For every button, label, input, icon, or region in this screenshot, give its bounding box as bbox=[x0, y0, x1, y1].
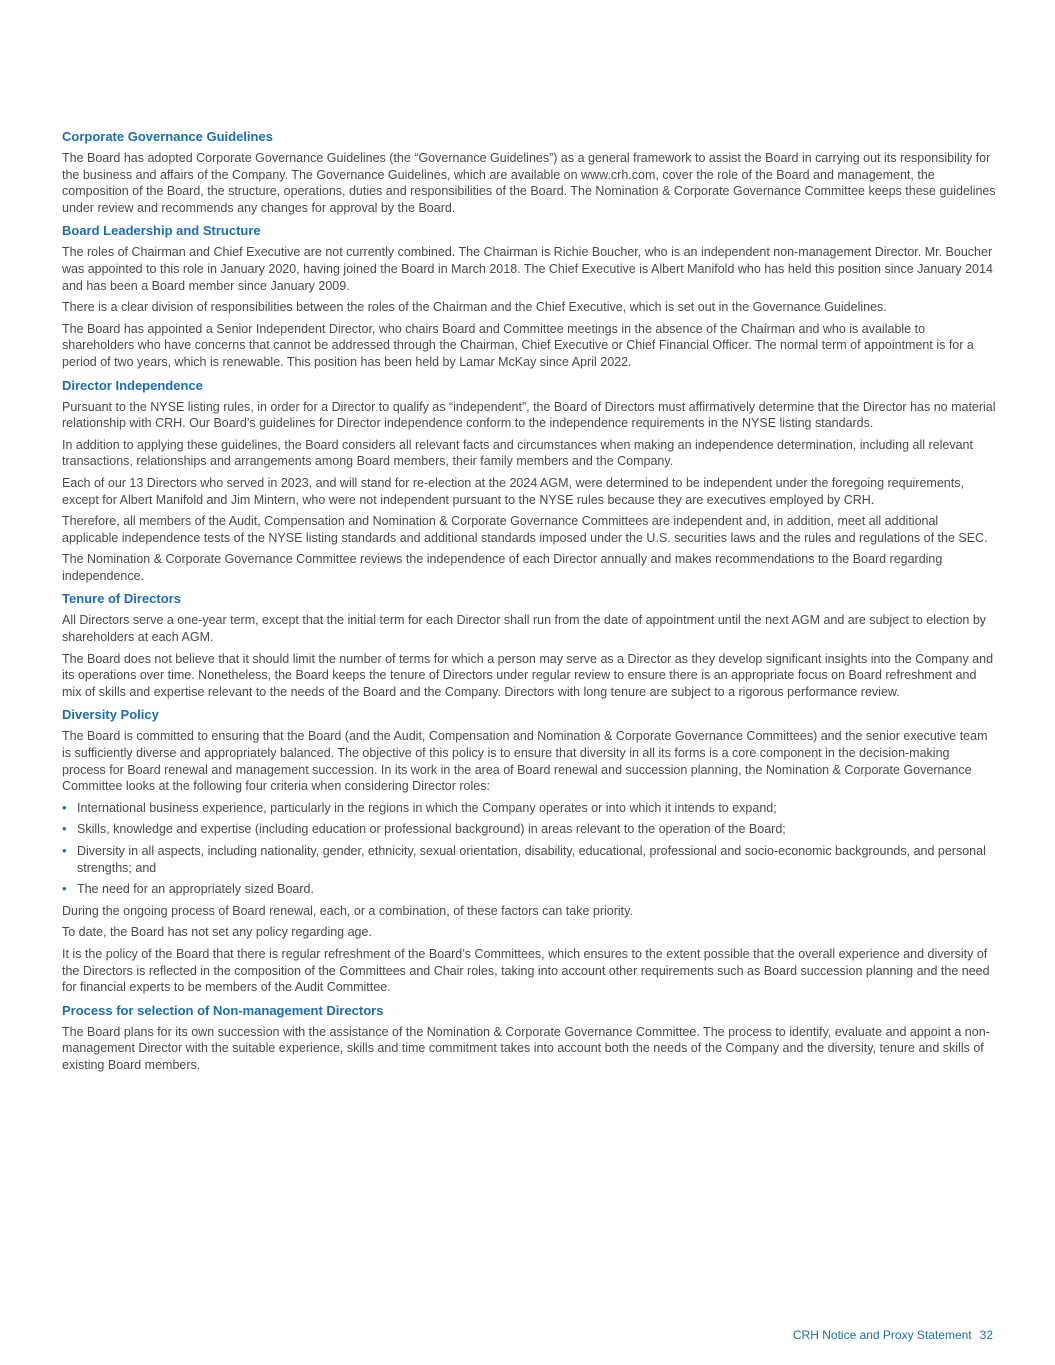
paragraph: The Board has appointed a Senior Independent Director, who chairs Board and Committee meetings in the absence of the Chairman and who is available to shareholders who have concerns that cannot be addressed through the Chairman, Chief Executive or Chief Financial Officer. The normal term of appointment is for a period of two years, which is renewable. This position has been held by Lamar McKay since April 2022. bbox=[62, 321, 974, 369]
section-heading: Board Leadership and Structure bbox=[62, 223, 261, 239]
section-heading: Diversity Policy bbox=[62, 707, 159, 723]
section-director-independence bbox=[62, 377, 996, 585]
paragraph: Therefore, all members of the Audit, Compensation and Nomination & Corporate Governance Committees are independent and, in addition, meet all additional applicable independence tests of the NYSE listing standards and additional standards imposed under the U.S. securities laws and the rules and regulations of the SEC. bbox=[62, 514, 988, 545]
list-item bbox=[62, 821, 996, 838]
paragraph: The Nomination & Corporate Governance Committee reviews the independence of each Director annually and makes recommendations to the Board regarding independence. bbox=[62, 552, 943, 583]
paragraph: The Board has adopted Corporate Governance Guidelines (the “Governance Guidelines”) as a general framework to assist the Board in carrying out its responsibility for the business and affairs of the Company. The Governance Guidelines, which are available on www.crh.com, cover the role of the Board and management, the composition of the Board, the structure, operations, duties and responsibilities of the Board. The Nomination & Corporate Governance Committee keeps these guidelines under review and recommends any changes for approval by the Board. bbox=[62, 151, 996, 215]
bullet-icon: • bbox=[62, 799, 67, 815]
section-board-leadership bbox=[62, 222, 996, 370]
bullet-icon: • bbox=[62, 881, 67, 897]
bullet-icon: • bbox=[62, 821, 67, 837]
paragraph: The roles of Chairman and Chief Executive are not currently combined. The Chairman is Richie Boucher, who is an independent non-management Director. Mr. Boucher was appointed to this role in January 2020, having joined the Board in March 2018. The Chief Executive is Albert Manifold who has held this position since January 2014 and has been a Board member since January 2009. bbox=[62, 245, 993, 293]
bullet-icon: • bbox=[62, 843, 67, 858]
section-tenure-of-directors bbox=[62, 590, 996, 700]
page-footer bbox=[793, 1327, 993, 1343]
paragraph: To date, the Board has not set any policy regarding age. bbox=[62, 925, 372, 940]
footer-title: CRH Notice and Proxy Statement bbox=[792, 1328, 972, 1342]
list-item bbox=[62, 843, 996, 876]
list-item bbox=[62, 881, 996, 898]
paragraph: The Board does not believe that it should limit the number of terms for which a person may serve as a Director as they develop significant insights into the Company and its operations over time. Nonetheless, the Board keeps the tenure of Directors under regular review to ensure there is an appropriate focus on Board refreshment and mix of skills and expertise relevant to the needs of the Board and the Company. Directors with long tenure are subject to a rigorous performance review. bbox=[62, 651, 994, 699]
section-heading: Process for selection of Non-management Directors bbox=[62, 1002, 384, 1018]
paragraph: The Board plans for its own succession with the assistance of the Nomination & Corporate Governance Committee. The process to identify, evaluate and appoint a non-management Director with the suitable experience, skills and time commitment takes into account both the needs of the Company and the diversity, tenure and skills of existing Board members. bbox=[62, 1024, 990, 1072]
list-item-text: International business experience, particularly in the regions in which the Company operates or into which it intends to expand; bbox=[77, 800, 777, 815]
paragraph: All Directors serve a one-year term, except that the initial term for each Director shall run from the date of appointment until the next AGM and are subject to election by shareholders at each AGM. bbox=[62, 613, 987, 645]
list-item-text: The need for an appropriately sized Board. bbox=[77, 882, 314, 897]
page-number: 32 bbox=[979, 1328, 993, 1342]
section-heading: Director Independence bbox=[62, 377, 203, 393]
list-item-text: Diversity in all aspects, including nationality, gender, ethnicity, sexual orientation, disability, educational, professional and socio-economic backgrounds, and personal strengths; and bbox=[77, 844, 986, 875]
document-body bbox=[62, 128, 996, 1080]
section-heading: Corporate Governance Guidelines bbox=[62, 129, 273, 144]
paragraph: Pursuant to the NYSE listing rules, in order for a Director to qualify as “independent”, the Board of Directors must affirmatively determine that the Director has no material relationship with CRH. Our Board’s guidelines for Director independence conform to the independence requirements in the NYSE listing standards. bbox=[62, 399, 996, 431]
list-item bbox=[62, 800, 996, 817]
section-corporate-governance-guidelines bbox=[62, 128, 996, 216]
paragraph: There is a clear division of responsibilities between the roles of the Chairman and the Chief Executive, which is set out in the Governance Guidelines. bbox=[62, 300, 887, 315]
paragraph: It is the policy of the Board that there is regular refreshment of the Board’s Committees, which ensures to the extent possible that the overall experience and diversity of the Directors is reflected in the composition of the Committees and Chair roles, taking into account other requirements such as Board succession planning and the need for financial experts to be members of the Audit Committee. bbox=[62, 946, 990, 995]
section-heading: Tenure of Directors bbox=[62, 591, 181, 607]
paragraph: The Board is committed to ensuring that the Board (and the Audit, Compensation and Nomination & Corporate Governance Committees) and the senior executive team is sufficiently diverse and appropriately balanced. The objective of this policy is to ensure that diversity in all its forms is a core component in the decision-making process for Board renewal and management succession. In its work in the area of Board renewal and succession planning, the Nomination & Corporate Governance Committee looks at the following four criteria when considering Director roles: bbox=[62, 729, 988, 794]
criteria-list bbox=[62, 800, 996, 898]
paragraph: During the ongoing process of Board renewal, each, or a combination, of these factors can take priority. bbox=[62, 903, 633, 918]
section-diversity-policy bbox=[62, 706, 996, 995]
paragraph: Each of our 13 Directors who served in 2023, and will stand for re-election at the 2024 AGM, were determined to be independent under the foregoing requirements, except for Albert Manifold and Jim Mintern, who were not independent pursuant to the NYSE rules because they are executives employed by CRH. bbox=[62, 475, 964, 507]
section-non-management-selection bbox=[62, 1002, 996, 1074]
paragraph: In addition to applying these guidelines, the Board considers all relevant facts and circumstances when making an independence determination, including all relevant transactions, relationships and arrangements among Board members, their family members and the Company. bbox=[62, 437, 973, 469]
list-item-text: Skills, knowledge and expertise (including education or professional background) in areas relevant to the operation of the Board; bbox=[77, 822, 786, 837]
